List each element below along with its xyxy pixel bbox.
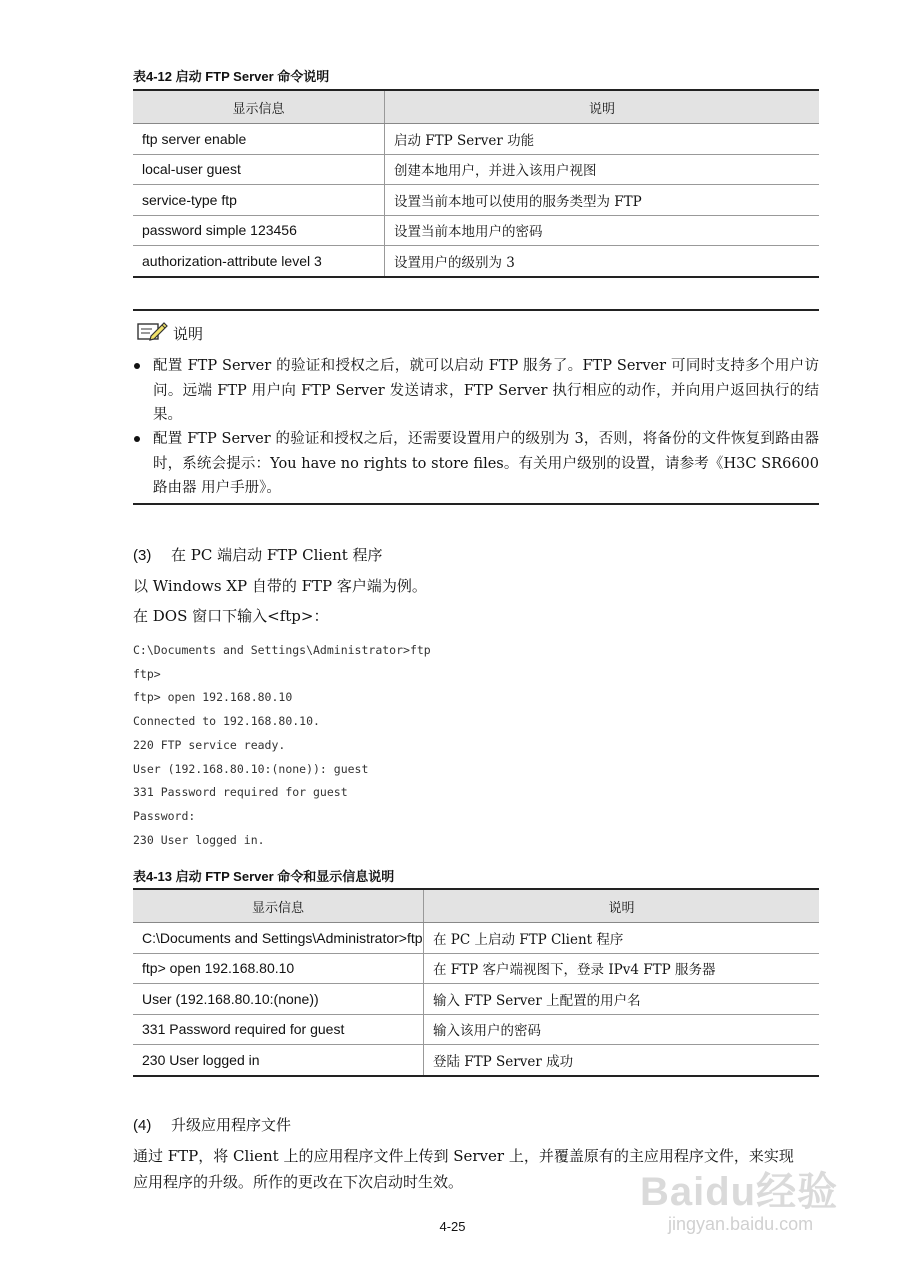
description-cell: 输入 FTP Server 上配置的用户名 [424, 984, 820, 1015]
description-cell: 启动 FTP Server 功能 [385, 124, 820, 155]
command-cell: authorization-attribute level 3 [133, 246, 385, 277]
note-pencil-icon [137, 319, 169, 343]
table-row [133, 923, 819, 954]
description-cell: 设置用户的级别为 3 [385, 246, 820, 277]
command-cell: 230 User logged in [133, 1045, 424, 1076]
column-header: 显示信息 [133, 90, 385, 124]
description-cell: 创建本地用户，并进入该用户视图 [385, 154, 820, 185]
bullet-dot-icon [134, 436, 140, 442]
command-cell: C:\Documents and Settings\Administrator>ftp [133, 923, 424, 954]
note-header [137, 319, 203, 343]
column-header: 说明 [424, 889, 820, 923]
command-table-4-12 [133, 89, 819, 278]
list-item [133, 427, 819, 501]
code-line: C:\Documents and Settings\Administrator>ftp [133, 643, 431, 657]
paragraph: 应用程序的升级。所作的更改在下次启动时生效。 [133, 1173, 464, 1191]
note-box [133, 309, 819, 505]
table-caption: 表4-13 启动 FTP Server 命令和显示信息说明 [133, 869, 395, 884]
description-cell: 在 PC 上启动 FTP Client 程序 [424, 923, 820, 954]
description-cell: 在 FTP 客户端视图下，登录 IPv4 FTP 服务器 [424, 953, 820, 984]
bullet-dot-icon [134, 363, 140, 369]
command-cell: password simple 123456 [133, 215, 385, 246]
description-cell: 设置当前本地用户的密码 [385, 215, 820, 246]
command-cell: ftp server enable [133, 124, 385, 155]
code-line: Connected to 192.168.80.10. [133, 714, 320, 728]
code-line: 331 Password required for guest [133, 785, 348, 799]
baidu-watermark-logo: Baidu经验 [640, 1170, 839, 1214]
note-bullet-text: 配置 FTP Server 的验证和授权之后，还需要设置用户的级别为 3，否则，将备份的文件恢复到路由器时，系统会提示：You have no rights to store files。有关用户级别的设置，请参考《H3C SR6600 路由器 用户手册》。 [153, 431, 819, 496]
step-title: 升级应用程序文件 [171, 1116, 292, 1134]
command-table-4-13 [133, 888, 819, 1077]
table-row [133, 953, 819, 984]
table-row [133, 185, 819, 216]
paragraph: 通过 FTP，将 Client 上的应用程序文件上传到 Server 上，并覆盖原有的主应用程序文件，来实现 [133, 1147, 794, 1165]
table-row [133, 1014, 819, 1045]
page-number: 4-25 [439, 1219, 466, 1234]
table-row [133, 984, 819, 1015]
description-cell: 输入该用户的密码 [424, 1014, 820, 1045]
table-row [133, 215, 819, 246]
table-row [133, 154, 819, 185]
column-header: 显示信息 [133, 889, 424, 923]
command-cell: 331 Password required for guest [133, 1014, 424, 1045]
description-cell: 登陆 FTP Server 成功 [424, 1045, 820, 1076]
watermark-url: jingyan.baidu.com [668, 1214, 814, 1234]
note-title: 说明 [173, 325, 204, 343]
table-row [133, 124, 819, 155]
step-number: (3) [133, 547, 152, 564]
code-line: ftp> [133, 667, 161, 681]
command-cell: User (192.168.80.10:(none)) [133, 984, 424, 1015]
code-line: 230 User logged in. [133, 833, 265, 847]
table-row [133, 246, 819, 277]
code-line: User (192.168.80.10:(none)): guest [133, 762, 369, 776]
column-header: 说明 [385, 90, 820, 124]
description-cell: 设置当前本地可以使用的服务类型为 FTP [385, 185, 820, 216]
paragraph: 以 Windows XP 自带的 FTP 客户端为例。 [133, 577, 427, 595]
step-title: 在 PC 端启动 FTP Client 程序 [171, 546, 383, 564]
step-heading [133, 1114, 291, 1135]
table-caption: 表4-12 启动 FTP Server 命令说明 [133, 69, 330, 84]
note-bullet-text: 配置 FTP Server 的验证和授权之后，就可以启动 FTP 服务了。FTP Server 可同时支持多个用户访问。远端 FTP 用户向 FTP Server 发送请求，FTP Server 执行相应的动作，并向用户返回执行的结果。 [153, 358, 819, 423]
step-number: (4) [133, 1117, 152, 1134]
code-line: ftp> open 192.168.80.10 [133, 690, 293, 704]
command-cell: local-user guest [133, 154, 385, 185]
command-cell: service-type ftp [133, 185, 385, 216]
step-heading [133, 544, 383, 565]
code-line: 220 FTP service ready. [133, 738, 286, 752]
paragraph: 在 DOS 窗口下输入<ftp>： [133, 607, 329, 625]
list-item [133, 354, 819, 428]
command-cell: ftp> open 192.168.80.10 [133, 953, 424, 984]
code-line: Password: [133, 809, 196, 823]
table-row [133, 1045, 819, 1076]
